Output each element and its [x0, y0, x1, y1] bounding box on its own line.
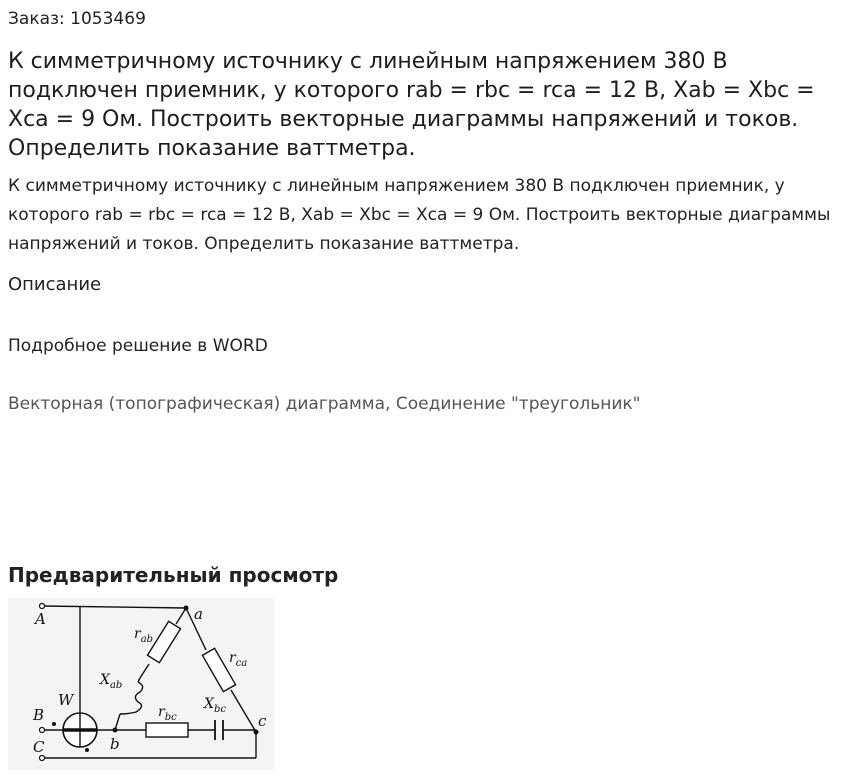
label-A: A: [35, 610, 46, 628]
label-rab: $r_{ab}$: [134, 626, 154, 645]
label-W: W: [58, 691, 74, 709]
tags-line: Векторная (топографическая) диаграмма, Соединение "треугольник": [8, 394, 641, 414]
description-heading: Описание: [8, 274, 102, 295]
resistor-rbc: [146, 723, 188, 737]
page-title: К симметричному источнику с линейным напряжением 380 В подключен приемник, у которого rab = rbc = rca = 12 В, Xab = Xbc = Xca = 9 Ом. Построить векторные диаграммы напряжений и токов. Определить показание ваттметра.: [8, 49, 815, 161]
circuit-diagram-image[interactable]: [8, 598, 274, 770]
solution-note: Подробное решение в WORD: [8, 336, 268, 356]
task-text: К симметричному источнику с линейным напряжением 380 В подключен приемник, у которого rab = rbc = rca = 12 В, Xab = Xbc = Xca = 9 Ом. Построить векторные диаграммы напряжений и токов. Определить показание ваттметра.: [8, 176, 831, 254]
label-rca: $r_{ca}$: [229, 650, 248, 669]
order-number: Заказ: 1053469: [8, 9, 146, 29]
label-b: b: [110, 735, 120, 753]
preview-heading: Предварительный просмотр: [8, 563, 339, 587]
label-a: a: [194, 605, 203, 623]
label-rbc: $r_{bc}$: [158, 704, 177, 723]
label-B: B: [33, 706, 45, 724]
capacitor-xbc: [215, 720, 223, 740]
label-c: c: [258, 712, 267, 730]
inductor-xab: [120, 682, 143, 714]
wattmeter-symbol: [52, 713, 97, 752]
label-xab: $X_{ab}$: [100, 672, 123, 691]
label-C: C: [33, 738, 45, 756]
circuit-diagram: [8, 598, 274, 770]
label-xbc: $X_{bc}$: [204, 696, 226, 715]
junction-nodes: [113, 606, 259, 735]
